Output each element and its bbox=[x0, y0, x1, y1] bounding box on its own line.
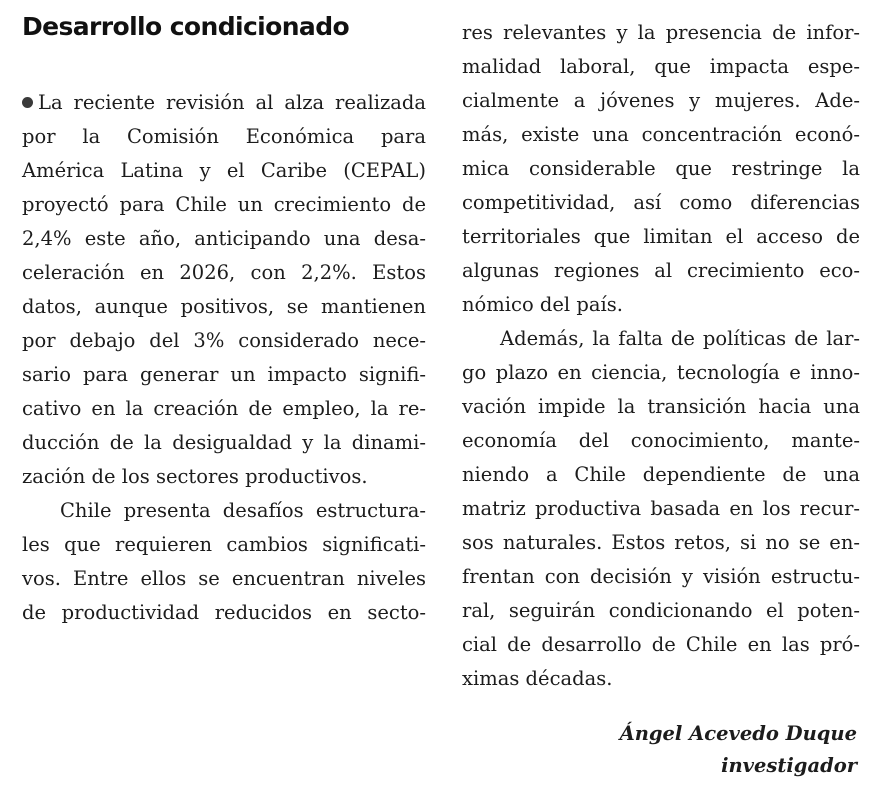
paragraph-4 bbox=[462, 322, 860, 696]
text-line: res relevantes y la presencia de infor- bbox=[462, 21, 860, 44]
text-line: go plazo en ciencia, tecnología e inno- bbox=[462, 361, 860, 384]
text-line: América Latina y el Caribe (CEPAL) bbox=[22, 159, 426, 182]
paragraph-2 bbox=[22, 494, 426, 630]
text-line: de productividad reducidos en secto- bbox=[22, 601, 426, 624]
text-line: más, existe una concentración econó- bbox=[462, 123, 860, 146]
text-line: cativo en la creación de empleo, la re- bbox=[22, 397, 426, 420]
left-column bbox=[22, 86, 426, 630]
text-line: malidad laboral, que impacta espe- bbox=[462, 55, 860, 78]
text-line: vos. Entre ellos se encuentran niveles bbox=[22, 567, 426, 590]
text-line: competitividad, así como diferencias bbox=[462, 191, 860, 214]
author-signature bbox=[620, 718, 857, 782]
text-line: ducción de la desigualdad y la dinami- bbox=[22, 431, 426, 454]
text-line: por la Comisión Económica para bbox=[22, 125, 426, 148]
text-line: 2,4% este año, anticipando una desa- bbox=[22, 227, 426, 250]
text-line: niendo a Chile dependiente de una bbox=[462, 463, 860, 486]
right-column bbox=[462, 16, 860, 696]
text-line: proyectó para Chile un crecimiento de bbox=[22, 193, 426, 216]
author-name: Ángel Acevedo Duque bbox=[619, 722, 857, 745]
text-line: sario para generar un impacto signifi- bbox=[22, 363, 426, 386]
bullet-icon bbox=[22, 97, 33, 108]
text-line: Chile presenta desafíos estructura- bbox=[60, 499, 426, 522]
text-line: La reciente revisión al alza realizada bbox=[22, 86, 426, 120]
text-line: matriz productiva basada en los recur- bbox=[462, 497, 860, 520]
text-line: cial de desarrollo de Chile en las pró- bbox=[462, 633, 860, 656]
text-line: ximas décadas. bbox=[462, 667, 613, 690]
paragraph-3 bbox=[462, 16, 860, 322]
text-line: les que requieren cambios significati- bbox=[22, 533, 426, 556]
text-line: por debajo del 3% considerado nece- bbox=[22, 329, 426, 352]
text-line: territoriales que limitan el acceso de bbox=[462, 225, 860, 248]
paragraph-1 bbox=[22, 86, 426, 494]
article-title: Desarrollo condicionado bbox=[22, 12, 350, 41]
text-line: algunas regiones al crecimiento eco- bbox=[462, 259, 860, 282]
text-line: celeración en 2026, con 2,2%. Estos bbox=[22, 261, 426, 284]
text-line: sos naturales. Estos retos, si no se en- bbox=[462, 531, 860, 554]
text-line: frentan con decisión y visión estructu- bbox=[462, 565, 860, 588]
text-line: economía del conocimiento, mante- bbox=[462, 429, 860, 452]
text-line: Además, la falta de políticas de lar- bbox=[500, 327, 860, 350]
text-line: vación impide la transición hacia una bbox=[462, 395, 860, 418]
author-role: investigador bbox=[721, 754, 857, 777]
text-line: zación de los sectores productivos. bbox=[22, 465, 368, 488]
text-line: datos, aunque positivos, se mantienen bbox=[22, 295, 426, 318]
text-line: ral, seguirán condicionando el poten- bbox=[462, 599, 860, 622]
text-line: cialmente a jóvenes y mujeres. Ade- bbox=[462, 89, 860, 112]
text-line: nómico del país. bbox=[462, 293, 623, 316]
text-line: mica considerable que restringe la bbox=[462, 157, 860, 180]
